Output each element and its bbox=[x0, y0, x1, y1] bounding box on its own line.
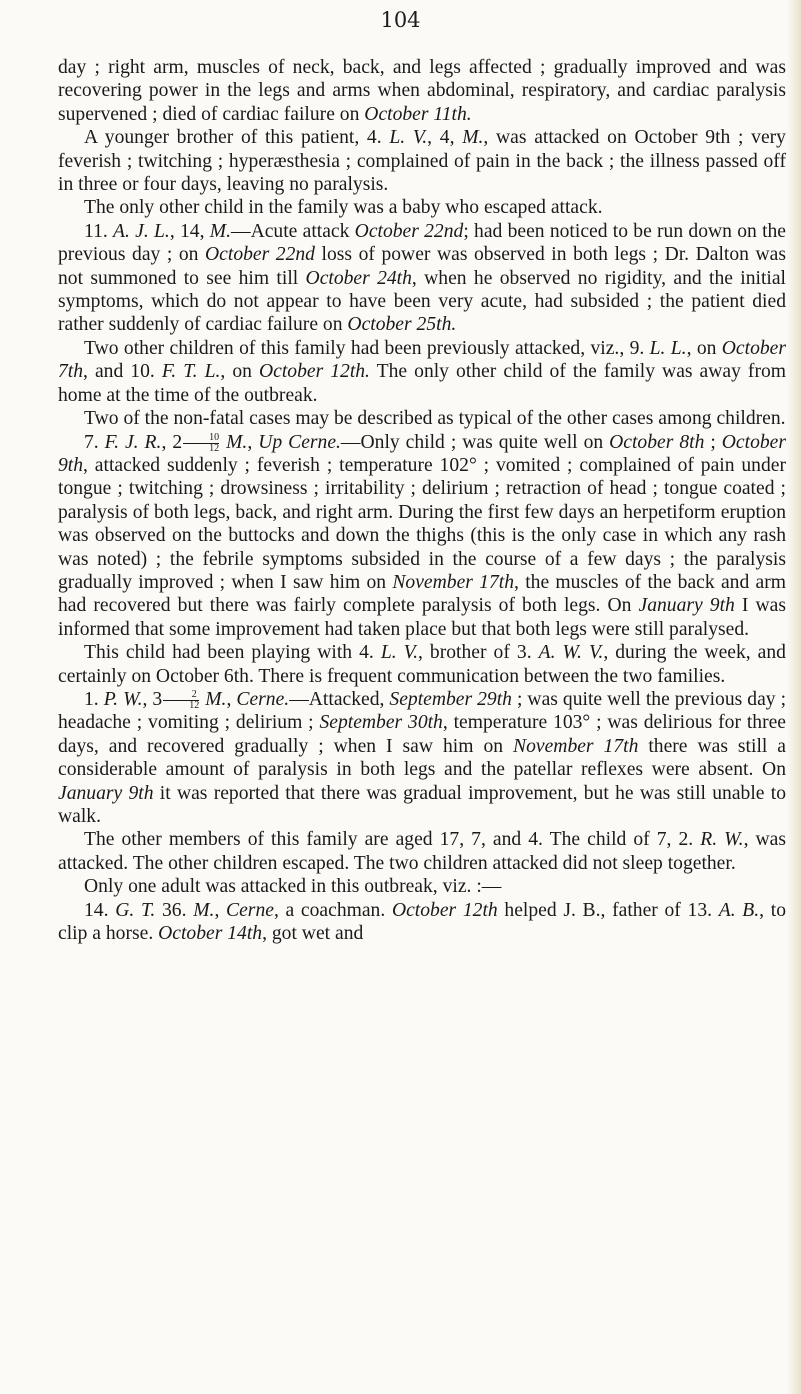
italic-text: October 7th bbox=[58, 337, 786, 383]
text-run: , to clip a horse. bbox=[58, 899, 787, 945]
text-run: Two other children of this family had been previously attacked, viz., 9. bbox=[84, 337, 650, 359]
italic-text: M. bbox=[226, 431, 248, 453]
text-run: ; had been noticed to be run down on the previous day ; on bbox=[58, 220, 787, 266]
text-run: , attacked suddenly ; feverish ; temperature 102° ; vomited ; complained of pain under tongue ; twitching ; drowsiness ; irritability ; delirium ; retraction of head ; tongue coated ; paralysis of both legs, back, and right arm. During the first few days an herpetiform eruption was observed on the buttocks and down the thighs (this is the only case in which any rash was noted) ; the febrile symptoms subsided in the course of a few days ; the paralysis gradually improved ; when I saw him on bbox=[58, 454, 786, 593]
italic-text: October 12th bbox=[391, 899, 498, 921]
italic-text: A. W. V. bbox=[538, 642, 604, 664]
fraction: $\frac{10}{12}$ bbox=[183, 433, 219, 454]
page-edge-shadow bbox=[787, 0, 801, 1394]
text-run: A younger brother of this patient, 4. bbox=[84, 127, 390, 149]
italic-text: October 22nd bbox=[205, 244, 315, 266]
text-run: , during the week, and certainly on October 6th. There is frequent communication between the two families. bbox=[58, 642, 786, 687]
text-run: there was still a considerable amount of paralysis in both legs and the patellar reflexes were absent. On bbox=[58, 735, 787, 781]
italic-text: October 8th bbox=[609, 431, 705, 453]
italic-text: October 12th. bbox=[258, 361, 370, 383]
page-number: 104 bbox=[380, 8, 421, 32]
italic-text: January 9th bbox=[638, 595, 735, 617]
paragraph-p4 bbox=[58, 220, 786, 337]
paragraph-p1 bbox=[58, 56, 786, 126]
italic-text: October 9th bbox=[58, 431, 786, 476]
italic-text: October 14th bbox=[158, 923, 263, 945]
italic-text: January 9th bbox=[58, 782, 154, 804]
text-run: , the muscles of the back and arm had recovered but there was fairly complete paralysis of both legs. On bbox=[58, 571, 786, 617]
paragraph-p7 bbox=[58, 431, 786, 642]
italic-text: M. bbox=[205, 688, 227, 710]
italic-text: F. T. L. bbox=[161, 361, 221, 383]
text-run: , brother of 3. bbox=[418, 642, 539, 664]
text-run: 7. bbox=[84, 431, 105, 453]
text-run: helped J. B., father of 13. bbox=[497, 899, 719, 921]
italic-text: G. T. bbox=[115, 899, 156, 921]
text-run: , when he observed no rigidity, and the initial symptoms, which do not appear to have been very acute, had subsided ; the patient died rather suddenly of cardiac failure on bbox=[58, 267, 786, 336]
italic-text: L. L. bbox=[649, 337, 687, 359]
italic-text: November 17th bbox=[513, 735, 639, 757]
text-run: , bbox=[247, 431, 259, 453]
text-run: —Acute attack bbox=[230, 220, 355, 242]
paragraph-p8 bbox=[58, 641, 786, 688]
text-run: , bbox=[226, 688, 237, 710]
italic-text: October 25th. bbox=[347, 314, 457, 336]
paragraph-p9 bbox=[58, 688, 786, 828]
text-run: The only other child in the family was a baby who escaped attack. bbox=[84, 197, 603, 219]
italic-text: Cerne. bbox=[236, 688, 290, 710]
italic-text: R. W. bbox=[700, 829, 744, 851]
text-run: , was attacked. The other children escaped. The two children attacked did not sleep together. bbox=[58, 829, 786, 874]
text-run: , was attacked on October 9th ; very feverish ; twitching ; hyperæsthesia ; complained of pain in the back ; the illness passed off in three or four days, leaving no paralysis. bbox=[58, 127, 786, 196]
fraction: $\frac{2}{12}$ bbox=[163, 690, 199, 711]
text-run: , bbox=[214, 899, 227, 921]
text-run: 1. bbox=[84, 688, 104, 710]
text-run: , got wet and bbox=[262, 923, 364, 945]
italic-text: M. bbox=[193, 899, 215, 921]
text-run: The other members of this family are aged 17, 7, and 4. The child of 7, 2. bbox=[84, 829, 701, 851]
text-run: ; was quite well the previous day ; headache ; vomiting ; delirium ; bbox=[58, 688, 787, 734]
text-run: , temperature 103° ; was delirious for three days, and recovered gradually ; when I saw him on bbox=[58, 712, 786, 757]
italic-text: October 22nd bbox=[354, 220, 464, 242]
italic-text: M. bbox=[209, 220, 231, 242]
paragraph-p10 bbox=[58, 828, 786, 875]
italic-text: October 24th bbox=[305, 267, 412, 289]
text-run: it was reported that there was gradual improvement, but he was still unable to walk. bbox=[58, 782, 786, 827]
text-run: , on bbox=[686, 337, 722, 359]
paragraph-p11 bbox=[58, 875, 786, 898]
italic-text: M. bbox=[462, 127, 484, 149]
text-run: loss of power was observed in both legs ; Dr. Dalton was not summoned to see him till bbox=[58, 244, 786, 289]
paragraph-p3 bbox=[58, 196, 786, 219]
text-run: Only one adult was attacked in this outbreak, viz. :— bbox=[84, 876, 502, 898]
text-run: —Only child ; was quite well on bbox=[340, 431, 610, 453]
text-run: I was informed that some improvement had taken place but that both legs were still paralysed. bbox=[58, 595, 786, 640]
paragraph-p6 bbox=[58, 407, 786, 430]
italic-text: Cerne bbox=[226, 899, 274, 921]
paragraph-p2 bbox=[58, 126, 786, 196]
italic-text: F. J. R. bbox=[104, 431, 162, 453]
text-run: , 14, bbox=[169, 220, 210, 242]
text-run: ; bbox=[704, 431, 722, 453]
italic-text: P. W. bbox=[103, 688, 143, 710]
text-run: day ; right arm, muscles of neck, back, and legs affected ; gradually improved and was recovering power in the legs and arms when abdominal, respiratory, and cardiac paralysis supervened ; died of cardiac failure on bbox=[58, 57, 786, 125]
text-run: , a coachman. bbox=[273, 899, 392, 921]
italic-text: September 30th bbox=[319, 712, 443, 734]
italic-text: L. V. bbox=[380, 642, 418, 664]
text-run: 11. bbox=[84, 220, 114, 242]
text-run: 36. bbox=[155, 899, 194, 921]
italic-text: September 29th bbox=[389, 688, 512, 710]
text-run: , 3 bbox=[142, 688, 163, 710]
italic-text: A. J. L. bbox=[113, 220, 170, 242]
text-run: , 4, bbox=[427, 127, 463, 149]
italic-text: October 11th. bbox=[364, 103, 472, 125]
text-run: , on bbox=[220, 361, 259, 383]
text-run: The only other child of the family was away from home at the time of the outbreak. bbox=[58, 361, 787, 406]
italic-text: L. V. bbox=[389, 127, 428, 149]
paragraph-p12 bbox=[58, 899, 786, 946]
text-run: , 2 bbox=[161, 431, 183, 453]
text-run: This child had been playing with 4. bbox=[84, 642, 381, 664]
text-run: 14. bbox=[84, 899, 116, 921]
italic-text: November 17th bbox=[392, 571, 515, 593]
text-run: , and 10. bbox=[83, 361, 162, 383]
text-run: Two of the non-fatal cases may be described as typical of the other cases among children. bbox=[84, 408, 786, 430]
italic-text: A. B. bbox=[718, 899, 760, 921]
text-run: —Attacked, bbox=[289, 688, 390, 710]
paragraph-p5 bbox=[58, 337, 786, 407]
italic-text: Up Cerne. bbox=[258, 431, 341, 453]
body-text bbox=[58, 56, 786, 945]
